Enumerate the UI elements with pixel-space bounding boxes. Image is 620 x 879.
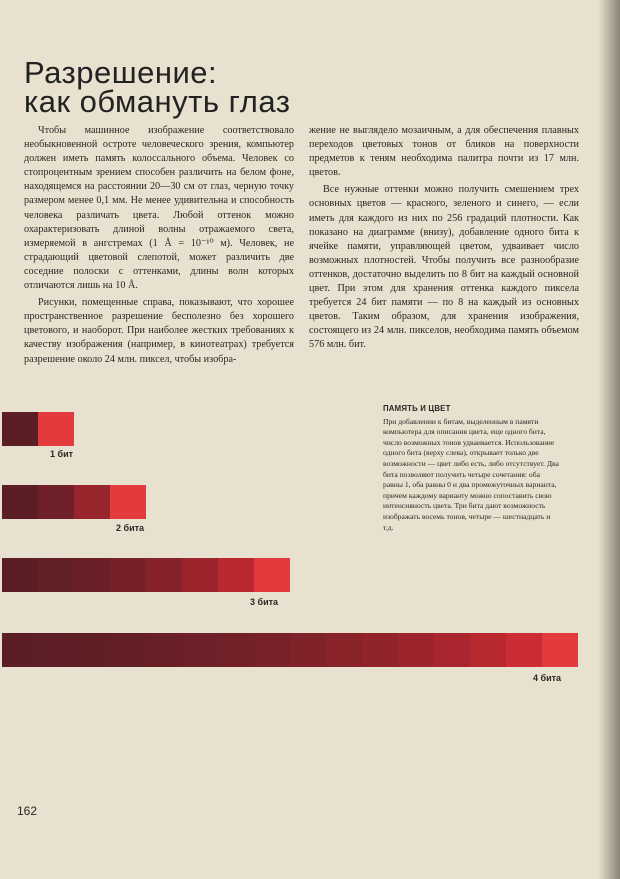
color-swatch-10 bbox=[326, 633, 362, 667]
title-line-2: как обмануть глаз bbox=[24, 84, 291, 119]
text-column-right bbox=[309, 124, 579, 353]
color-swatch-6 bbox=[182, 633, 218, 667]
color-swatch-7 bbox=[218, 633, 254, 667]
color-swatch-5 bbox=[146, 558, 182, 592]
color-swatch-16 bbox=[542, 633, 578, 667]
bar-label-4-bit: 4 бита bbox=[533, 673, 562, 683]
page-title bbox=[24, 55, 444, 119]
page-edge-shadow bbox=[598, 0, 620, 879]
color-swatch-14 bbox=[470, 633, 506, 667]
color-swatch-1 bbox=[2, 633, 38, 667]
color-swatch-4 bbox=[110, 485, 146, 519]
color-swatch-3 bbox=[74, 633, 110, 667]
color-swatch-1 bbox=[2, 558, 38, 592]
color-swatch-2 bbox=[38, 558, 74, 592]
bar-label-1-bit: 1 бит bbox=[50, 449, 74, 459]
color-swatch-5 bbox=[146, 633, 182, 667]
color-swatch-13 bbox=[434, 633, 470, 667]
caption-text: При добавлении к битам, выделенным в памяти компьютера для описания цвета, еще одного бита, число возможных тонов удваивается. Использование одного бита (верху слева), открывает только две возможности — цвет либо есть, либо отсутствует. Два бита позволяют получить четыре сочетания: оба равны 1, оба равны 0 и два промежуточных варианта, причем каждому варианту можно сопоставить свою интенсивность цвета. Три бита дают возможность изображать восемь тонов, четыре — шестнадцать и т.д. bbox=[383, 416, 559, 532]
paragraph: Рисунки, помещенные справа, показывают, что хорошее пространственное разрешение бесполезно без хорошего цветового, и наоборот. При наиболее жестких требованиях к качеству изображения (например, в кинотеатрах) требуется разрешение около 24 млн. пиксел, чтобы изобра- bbox=[24, 297, 294, 365]
color-swatch-7 bbox=[218, 558, 254, 592]
color-swatch-1 bbox=[2, 412, 38, 446]
bar-label-2-bit: 2 бита bbox=[116, 523, 145, 533]
color-swatch-6 bbox=[182, 558, 218, 592]
color-swatch-3 bbox=[74, 558, 110, 592]
figure-caption bbox=[383, 404, 561, 533]
color-swatch-4 bbox=[110, 558, 146, 592]
color-swatch-3 bbox=[74, 485, 110, 519]
color-bar-4-bit bbox=[2, 633, 578, 667]
color-swatch-4 bbox=[110, 633, 146, 667]
color-swatch-9 bbox=[290, 633, 326, 667]
text-column-left bbox=[24, 124, 294, 367]
color-bar-1-bit bbox=[2, 412, 74, 446]
color-swatch-8 bbox=[254, 558, 290, 592]
color-swatch-2 bbox=[38, 485, 74, 519]
title-line-1: Разрешение: bbox=[24, 55, 218, 90]
color-bar-3-bit bbox=[2, 558, 290, 592]
paragraph: Чтобы машинное изображение соответствовало необыкновенной остроте человеческого зрения, компьютер должен иметь память колоссального объема. Человек со стопроцентным зрением способен различить на белом фоне, находящемся на расстоянии 20—30 см от глаз, черную точку размером менее 0,1 мм. Не менее удивительна и способность человека различать цвета. Любой оттенок можно охарактеризовать длиной волны отражаемого света, измеряемой в ангстремах (1 Å = 10⁻¹⁰ м). Человек, не страдающий цветовой слепотой, может различить две соседние полоски с оттенками, длины волн которых отличаются лишь на 10 Å. bbox=[24, 125, 294, 292]
color-swatch-8 bbox=[254, 633, 290, 667]
color-swatch-1 bbox=[2, 485, 38, 519]
color-swatch-12 bbox=[398, 633, 434, 667]
color-swatch-15 bbox=[506, 633, 542, 667]
paragraph: Все нужные оттенки можно получить смешением трех основных цветов — красного, зеленого и синего, — если иметь для каждого из них по 256 градаций плотности. Как показано на диаграмме (внизу), добавление одного бита к ячейке памяти, управляющей цветом, удваивает число возможных плотностей. Чтобы получить все разнообразие оттенков, достаточно выделить по 8 бит на каждый основной цвет. При этом для хранения оттенка каждого пиксела требуется 24 бит памяти — по 8 на каждый из основных цветов. Таким образом, для хранения изображения, состоящего из 24 млн. пикселов, необходима память объемом 576 млн. бит. bbox=[309, 184, 579, 351]
color-bar-2-bit bbox=[2, 485, 146, 519]
page-number: 162 bbox=[17, 804, 38, 818]
caption-title: ПАМЯТЬ И ЦВЕТ bbox=[383, 404, 451, 413]
color-swatch-11 bbox=[362, 633, 398, 667]
color-swatch-2 bbox=[38, 633, 74, 667]
paragraph: жение не выглядело мозаичным, а для обеспечения плавных переходов цветовых тонов от бликов на поверхности предметов к теням необходима палитра почти из 17 млн. цветов. bbox=[309, 125, 579, 179]
color-swatch-2 bbox=[38, 412, 74, 446]
bar-label-3-bit: 3 бита bbox=[250, 597, 279, 607]
